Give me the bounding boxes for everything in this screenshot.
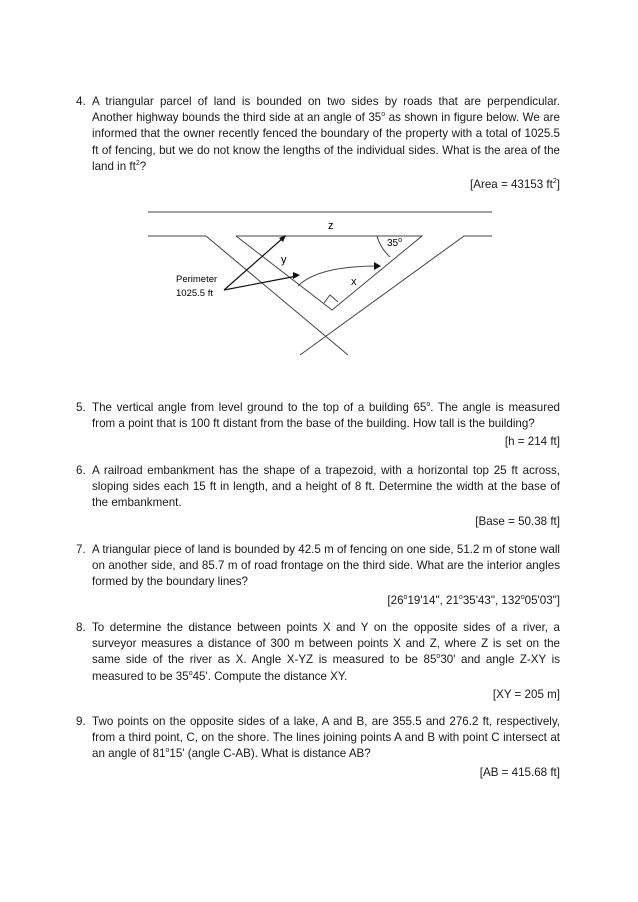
problem-text (92, 401, 560, 430)
text-segment: A triangular piece of land is bounded by 42.5 m of fencing on one side, 51.2 m of stone wall on another side, and 85.7 m of road frontage on the third side. What are the interior angles formed by the boundary lines? (92, 543, 560, 589)
superscript: o (458, 593, 463, 601)
superscript: o (188, 669, 193, 677)
problem-text (92, 464, 560, 509)
text-segment: ] (556, 178, 560, 192)
label-y: y (281, 254, 287, 266)
text-segment: A railroad embankment has the shape of a trapezoid, with a horizontal top 25 ft across, sloping sides each 15 ft in length, and a height of 8 ft. Determine the width at the base of the embankment. (92, 464, 560, 510)
answer (76, 765, 560, 781)
road-diagram (0, 200, 638, 370)
arrowhead-perimeter (293, 272, 300, 279)
superscript: 2 (552, 178, 557, 186)
text-segment: [26 (387, 593, 404, 607)
problem-4 (76, 94, 560, 193)
problem-number: 8. (76, 621, 86, 634)
problem-text (92, 715, 560, 760)
problem-text (92, 95, 560, 173)
label-angle: 35$^o$ (387, 237, 403, 249)
text-segment: [XY = 205 m] (492, 687, 560, 701)
arrow-perimeter (224, 276, 297, 290)
problem-5 (76, 400, 560, 451)
text-segment: as shown in figure below. We are informed that the owner recently fenced the boundary of the property with a total of 1025.5 ft of fencing, but we do not know the lengths of the individual sides. What is the area of the land in ft (92, 111, 560, 173)
answer (76, 687, 560, 703)
problem-number: 6. (76, 464, 86, 477)
problem-number: 4. (76, 95, 86, 108)
text-segment: 19'14", 21 (407, 593, 459, 607)
superscript: o (520, 593, 525, 601)
superscript: o (381, 111, 386, 119)
text-segment: The vertical angle from level ground to the top of a building 65 (92, 401, 427, 414)
text-segment: ? (139, 159, 147, 173)
road-right-edge (300, 236, 492, 355)
text-segment: 30' and angle Z-XY is measured to be 35 (92, 653, 560, 683)
answer (76, 177, 560, 193)
text-segment: [Base = 50.38 ft] (475, 514, 560, 528)
answer (76, 434, 560, 450)
problem-8 (76, 620, 560, 703)
problem-6 (76, 463, 560, 530)
text-segment: Two points on the opposite sides of a lake, A and B, are 355.5 and 276.2 ft, respectively, from a third point, C, on the shore. The lines joining points A and B with point C intersect at an angle of 81 (92, 715, 560, 761)
perimeter-value: 1025.5 ft (176, 288, 213, 299)
problem-7 (76, 542, 560, 609)
perimeter-label: Perimeter (176, 274, 218, 285)
figure (0, 200, 638, 370)
text-segment: 05'03"] (524, 593, 560, 607)
label-x: x (351, 276, 357, 288)
text-segment: [h = 214 ft] (504, 435, 560, 449)
text-segment: 35'43", 132 (462, 593, 521, 607)
arrow-y (224, 238, 283, 290)
label-z: z (328, 220, 334, 232)
text-segment: 45'. Compute the distance XY. (192, 669, 348, 683)
problem-text (92, 621, 560, 683)
superscript: o (426, 401, 431, 408)
superscript: o (436, 653, 441, 661)
text-segment: A triangular parcel of land is bounded on two sides by roads that are perpendicular. Another highway bounds the third side at an angle of 35 (92, 95, 560, 125)
problem-number: 9. (76, 715, 86, 728)
answer (76, 593, 560, 609)
problem-number: 7. (76, 543, 86, 556)
superscript: o (403, 593, 408, 601)
answer (76, 514, 560, 530)
superscript: 2 (135, 159, 140, 167)
text-segment: To determine the distance between points X and Y on the opposite sides of a river, a surveyor measures a distance of 300 m between points X and Z, where Z is set on the same side of the river as X. Angle X-YZ is measured to be 85 (92, 621, 560, 667)
superscript: o (165, 747, 170, 755)
text-segment: 15' (angle C-AB). What is distance AB? (169, 747, 371, 761)
problem-number: 5. (76, 401, 86, 414)
problem-text (92, 543, 560, 588)
arrowhead-x (374, 262, 381, 270)
problem-9 (76, 714, 560, 781)
right-angle-marker (324, 295, 338, 303)
text-segment: [Area = 43153 ft (470, 178, 553, 192)
arrow-x (298, 266, 378, 286)
text-segment: . The angle is measured from a point that is 100 ft distant from the base of the building. How tall is the building? (92, 401, 560, 431)
text-segment: [AB = 415.68 ft] (479, 765, 560, 779)
